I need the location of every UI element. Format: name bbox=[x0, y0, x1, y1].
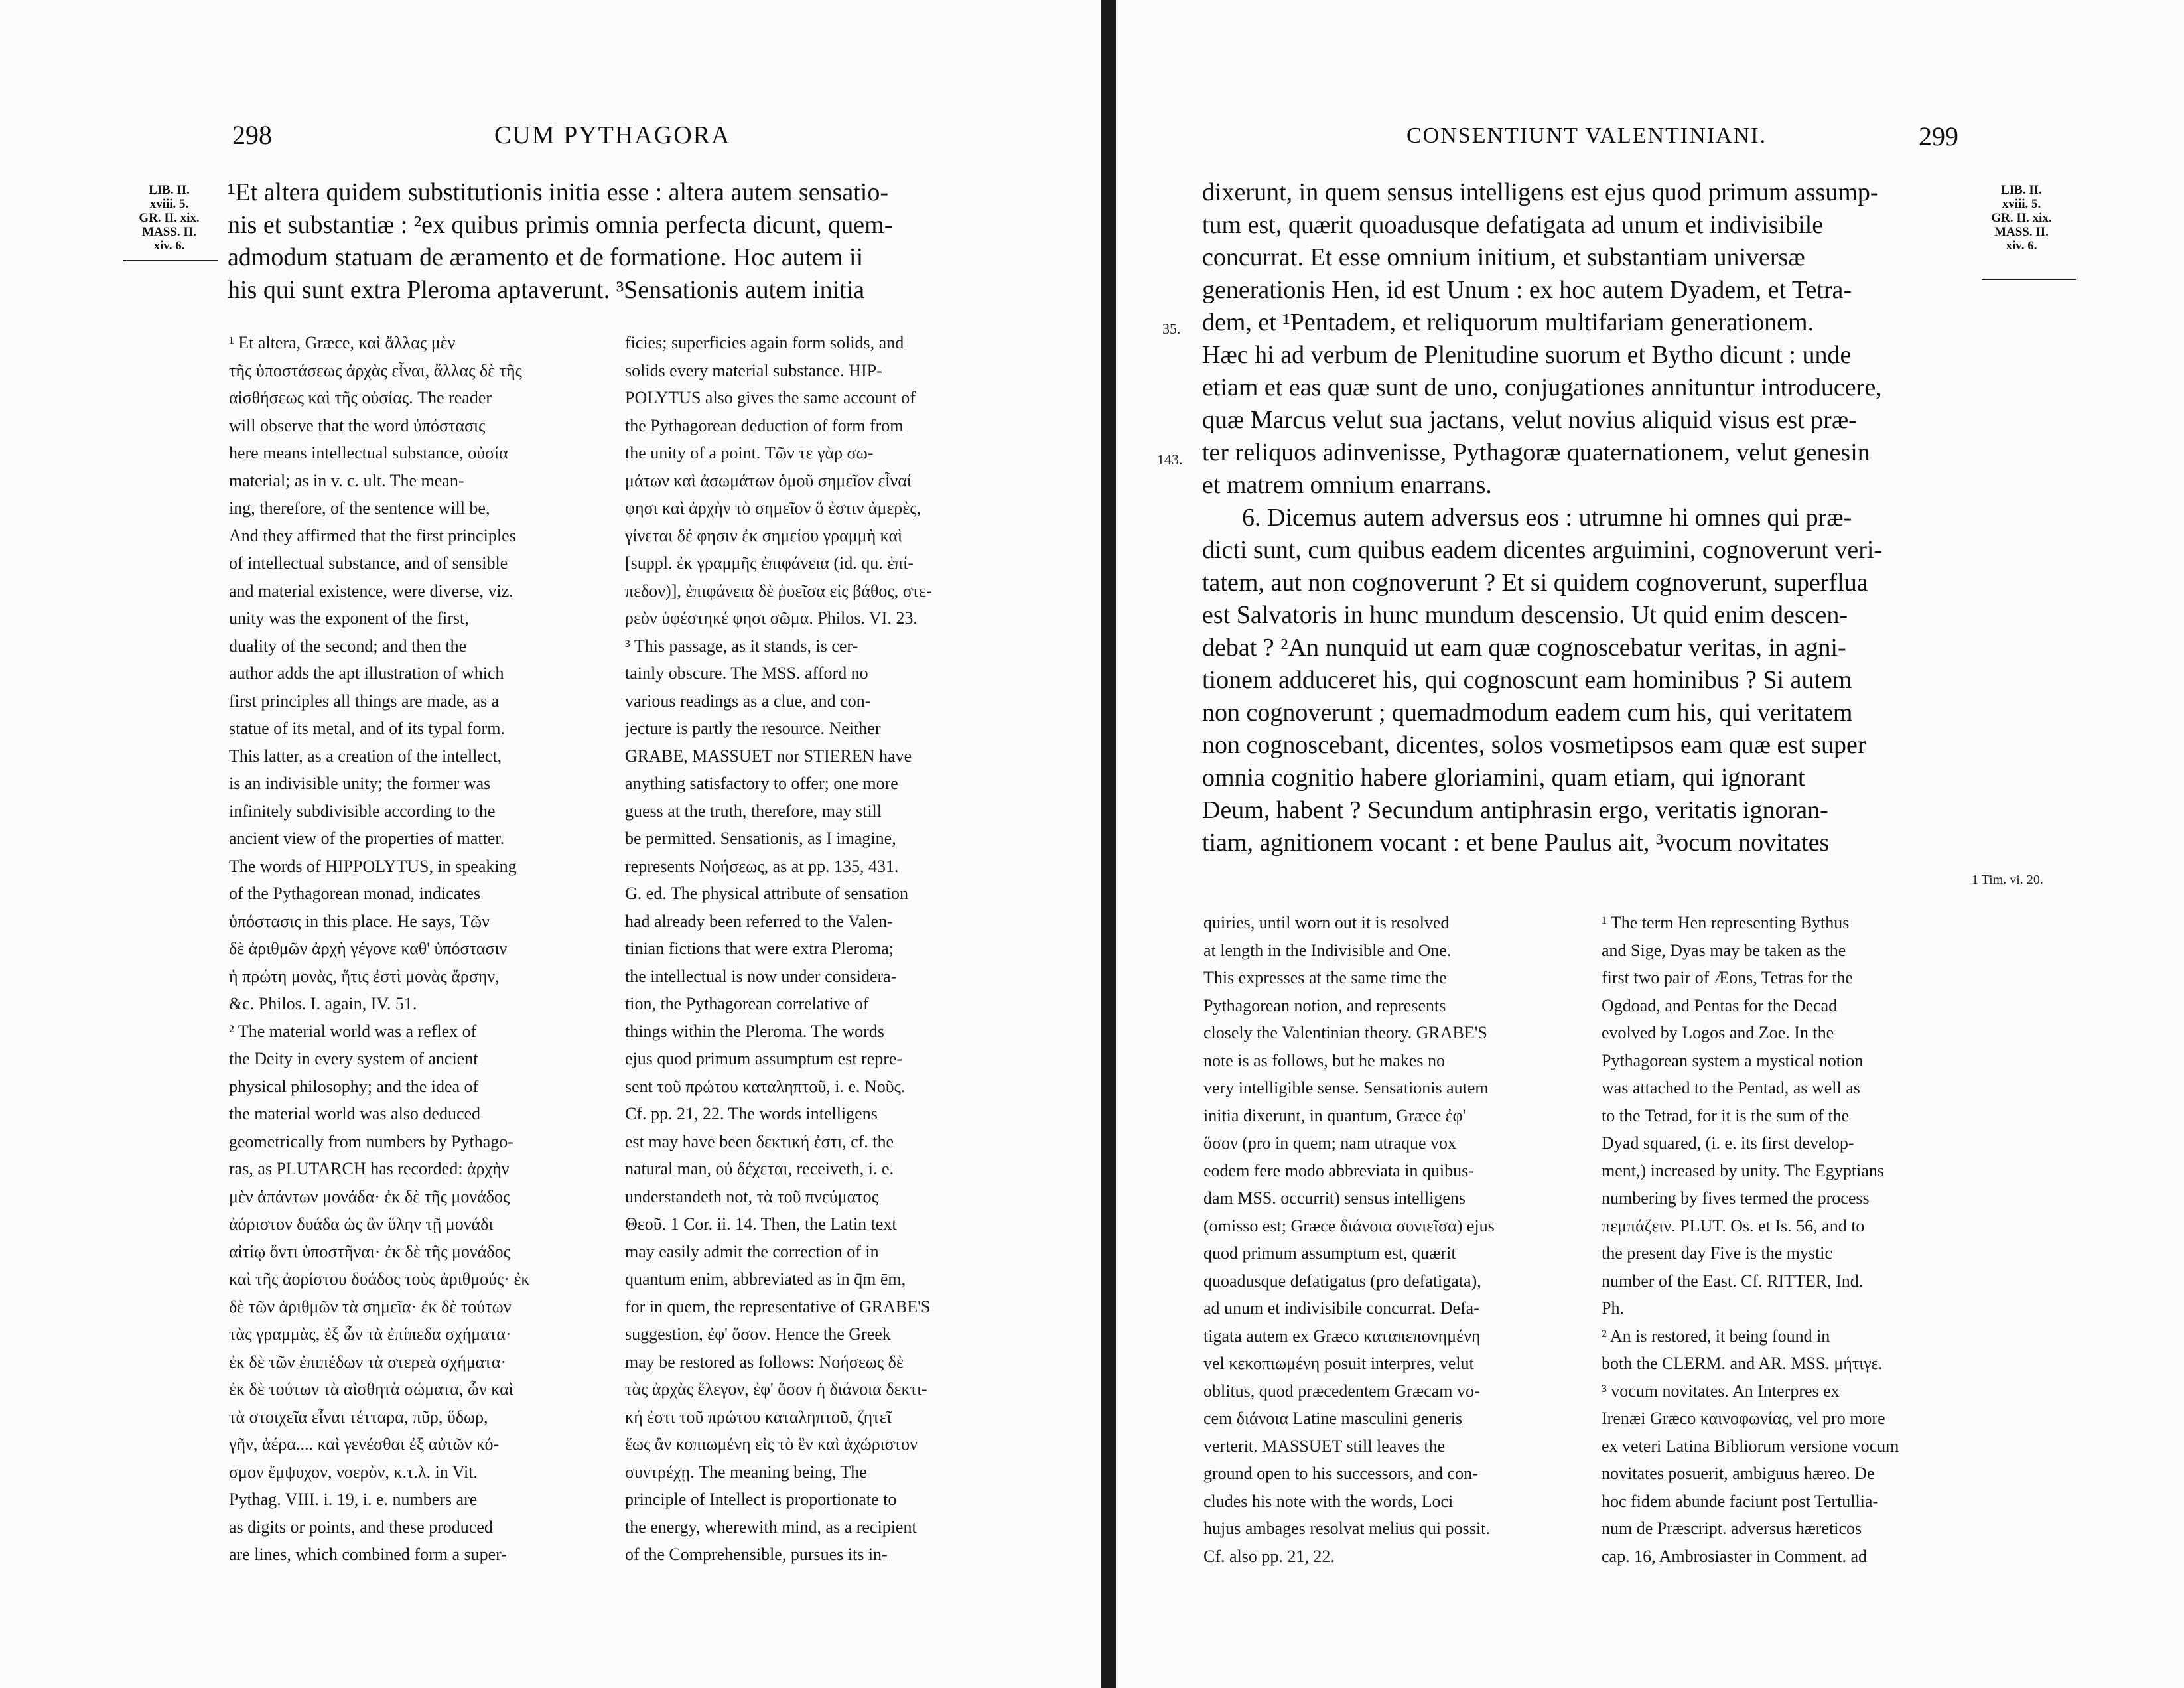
footnotes-column-1: ¹ Et altera, Græce, καὶ ἄλλας μὲν τῆς ὑποστάσεως ἀρχὰς εἶναι, ἄλλας δὲ τῆς αἰσθήσεως καὶ τῆς οὐσίας. The reader will observe that the word ὑπόστασις here means intellectual substance, οὐσία material; as in v. c. ult. The mean- ing, therefore, of the sentence will be, And they affirmed that the first principles of intellectual substance, and of sensible and material existence, were diverse, viz. unity was the exponent of the first, duality of the second; and then the author adds the apt illustration of which first principles all things are made, as a statue of its metal, and of its typal form. This latter, as a creation of the intellect, is an indivisible unity; the former was infinitely subdivisible according to the ancient view of the properties of matter. The words of HIPPOLYTUS, in speaking of the Pythagorean monad, indicates ὑπόστασις in this place. He says, Τῶν δὲ ἀριθμῶν ἀρχὴ γέγονε καθ' ὑπόστασιν ἡ πρώτη μονὰς, ἥτις ἐστὶ μονὰς ἄρσην, &c. Philos. I. again, IV. 51. ² The material world was a reflex of the Deity in every system of ancient physical philosophy; and the idea of the material world was also deduced geometrically from numbers by Pythago- ras, as PLUTARCH has recorded: ἀρχὴν μὲν ἁπάντων μονάδα· ἐκ δὲ τῆς μονάδος ἀόριστον δυάδα ὡς ἂν ὕλην τῇ μονάδι αἰτίῳ ὄντι ὑποστῆναι· ἐκ δὲ τῆς μονάδος καὶ τῆς ἀορίστου δυάδος τοὺς ἀριθμούς· ἐκ δὲ τῶν ἀριθμῶν τὰ σημεῖα· ἐκ δὲ τούτων τὰς γραμμὰς, ἐξ ὧν τὰ ἐπίπεδα σχήματα· ἐκ δὲ τῶν ἐπιπέδων τὰ στερεὰ σχήματα· ἐκ δὲ τούτων τὰ αἰσθητὰ σώματα, ὧν καὶ τὰ στοιχεῖα εἶναι τέτταρα, πῦρ, ὕδωρ, γῆν, ἀέρα.... καὶ γενέσθαι ἐξ αὐτῶν κό- σμον ἔμψυχον, νοερὸν, κ.τ.λ. in Vit. Pythag. VIII. i. 19, i. e. numbers are as digits or points, and these produced are lines, which combined form a super- bbox=[229, 333, 530, 1564]
side-reference-tim: 1 Tim. vi. 20. bbox=[1972, 873, 2043, 887]
main-text: ¹Et altera quidem substitutionis initia esse : altera autem sensatio- nis et substantiæ : ²ex quibus primis omnia perfecta dicunt, quem- admodum statuam de æramento et de formatione. Hoc autem ii his qui sunt extra Pleroma aptaverunt. ³Sensationis autem initia bbox=[228, 178, 893, 304]
side-number-143: 143. bbox=[1157, 451, 1183, 468]
margin-rule bbox=[1982, 279, 2076, 280]
footnotes-column-2: ficies; superficies again form solids, and solids every material substance. HIP- POLYTUS also gives the same account of the Pythagorean deduction of form from the unity of a point. Τῶν τε γὰρ σω- μάτων καὶ ἀσωμάτων ὁμοῦ σημεῖον εἶναί φησι καὶ ἀρχὴν τὸ σημεῖον ὅ ἐστιν ἀμερὲς, γίνεται δέ φησιν ἐκ σημείου γραμμὴ καὶ [suppl. ἐκ γραμμῆς ἐπιφάνεια (id. qu. ἐπί- πεδον)], ἐπιφάνεια δὲ ῥυεῖσα εἰς βάθος, στε- ρεὸν ὑφέστηκέ φησι σῶμα. Philos. VI. 23. ³ This passage, as it stands, is cer- tainly obscure. The MSS. afford no various readings as a clue, and con- jecture is partly the resource. Neither GRABE, MASSUET nor STIEREN have anything satisfactory to offer; one more guess at the truth, therefore, may still be permitted. Sensationis, as I imagine, represents Νοήσεως, as at pp. 135, 431. G. ed. The physical attribute of sensation had already been referred to the Valen- tinian fictions that were extra Pleroma; the intellectual is now under considera- tion, the Pythagorean correlative of things within the Pleroma. The words ejus quod primum assumptum est repre- sent τοῦ πρώτου καταληπτοῦ, i. e. Νοῦς. Cf. pp. 21, 22. The words intelligens est may have been δεκτική ἐστι, cf. the natural man, οὐ δέχεται, receiveth, i. e. understandeth not, τὰ τοῦ πνεύματος Θεοῦ. 1 Cor. ii. 14. Then, the Latin text may easily admit the correction of in quantum enim, abbreviated as in q̄m ēm, for in quem, the representative of GRABE'S suggestion, ἐφ' ὅσον. Hence the Greek may be restored as follows: Νοήσεως δὲ τὰς ἀρχὰς ἔλεγον, ἐφ' ὅσον ἡ διάνοια δεκτι- κή ἐστι τοῦ πρώτου καταληπτοῦ, ζητεῖ ἕως ἂν κοπιωμένη εἰς τὸ ἓν καὶ ἀχώριστον συντρέχῃ. The meaning being, The principle of Intellect is proportionate to the energy, wherewith mind, as a recipient of the Comprehensible, pursues its in- bbox=[625, 333, 932, 1564]
margin-reference: LIB. II. xviii. 5. GR. II. xix. MASS. II. xiv. 6. bbox=[1991, 183, 2052, 253]
running-head: CUM PYTHAGORA bbox=[494, 121, 731, 149]
footnotes-column-1: quiries, until worn out it is resolved at length in the Indivisible and One. This expresses at the same time the Pythagorean notion, and represents closely the Valentinian theory. GRABE'S note is as follows, but he makes no very intelligible sense. Sensationis autem initia dixerunt, in quantum, Græce ἐφ' ὅσον (pro in quem; nam utraque vox eodem fere modo abbreviata in quibus- dam MSS. occurrit) sensus intelligens (omisso est; Græce διάνοια συνιεῖσα) ejus quod primum assumptum est, quærit quoadusque defatigatus (pro defatigata), ad unum et indivisibile concurrat. Defa- tigata autem ex Græco καταπεπονημένη vel κεκοπιωμένη posuit interpres, velut oblitus, quod præcedentem Græcam vo- cem διάνοια Latine masculini generis verterit. MASSUET still leaves the ground open to his successors, and con- cludes his note with the words, Loci hujus ambages resolvat melius qui possit. Cf. also pp. 21, 22. bbox=[1203, 913, 1495, 1566]
running-head: CONSENTIUNT VALENTINIANI. bbox=[1406, 123, 1767, 148]
main-text: dixerunt, in quem sensus intelligens est ejus quod primum assump- tum est, quærit quoadusque defatigata ad unum et indivisibile concurrat. Et esse omnium initium, et substantiam universæ generationis Hen, id est Unum : ex hoc autem Dyadem, et Tetra- dem, et ¹Pentadem, et reliquorum multifariam generationem. Hæc hi ad verbum de Plenitudine suorum et Bytho dicunt : unde etiam et eas quæ sunt de uno, conjugationes annituntur introducere, quæ Marcus velut sua jactans, velut novius aliquid visus est præ- ter reliquos adinvenisse, Pythagoræ quaternationem, velut genesin et matrem omnium enarrans. 6. Dicemus autem adversus eos : utrumne hi omnes qui præ- dicti sunt, cum quibus eadem dicentes arguimini, cognoverunt veri- tatem, aut non cognoverunt ? Et si quidem cognoverunt, superflua est Salvatoris in hunc mundum descensio. Ut quid enim descen- debat ? ²An nunquid ut eam quæ cognoscebatur veritas, in agni- tionem adduceret his, qui cognoscunt eam hominibus ? Si autem non cognoverunt ; quemadmodum eadem cum his, qui veritatem non cognoscebant, dicentes, solos vosmetipsos eam quæ est super omnia cognitio habere gloriamini, quam etiam, qui ignorant Deum, habent ? Secundum antiphrasin ergo, veritatis ignoran- tiam, agnitionem vocant : et bene Paulus ait, ³vocum novitates bbox=[1202, 178, 1883, 857]
margin-reference: LIB. II. xviii. 5. GR. II. xix. MASS. II. xiv. 6. bbox=[139, 183, 200, 253]
book-gutter bbox=[1101, 0, 1116, 1688]
margin-rule bbox=[123, 260, 218, 261]
footnotes-column-2: ¹ The term Hen representing Bythus and Sige, Dyas may be taken as the first two pair of Æons, Tetras for the Ogdoad, and Pentas for the Decad evolved by Logos and Zoe. In the Pythagorean system a mystical notion was attached to the Pentad, as well as to the Tetrad, for it is the sum of the Dyad squared, (i. e. its first develop- ment,) increased by unity. The Egyptians numbering by fives termed the process πεμπάζειν. PLUT. Os. et Is. 56, and to the present day Five is the mystic number of the East. Cf. RITTER, Ind. Ph. ² An is restored, it being found in both the CLERM. and AR. MSS. μήτιγε. ³ vocum novitates. An Interpres ex Irenæi Græco καινοφωνίας, vel pro more ex veteri Latina Bibliorum versione vocum novitates posuerit, ambiguus hæreo. De hoc fidem abunde faciunt post Tertullia- num de Præscript. adversus hæreticos cap. 16, Ambrosiaster in Comment. ad bbox=[1602, 913, 1899, 1566]
page-number: 298 bbox=[232, 120, 272, 150]
page-number: 299 bbox=[1919, 121, 1958, 151]
side-number-35: 35. bbox=[1162, 320, 1181, 337]
right-page bbox=[1116, 0, 2184, 1688]
